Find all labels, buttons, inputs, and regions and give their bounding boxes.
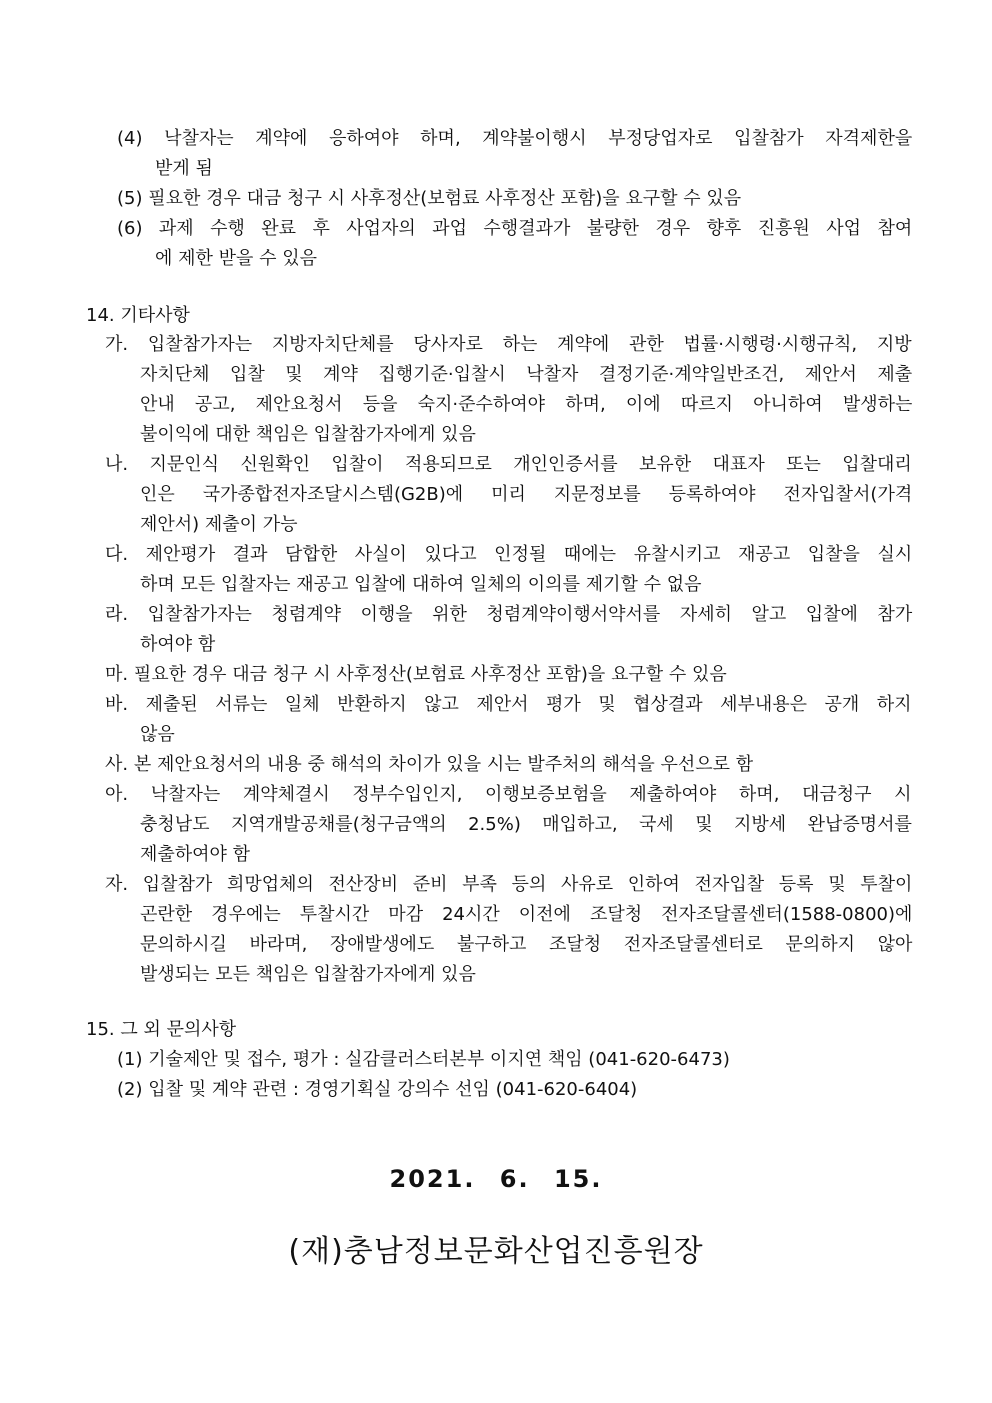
organization-signature: (재)충남정보문화산업진흥원장 [288,1234,704,1269]
sec13-item-2-line-1: (5) 필요한 경우 대금 청구 시 사후정산(보험료 사후정산 포함)을 요구할 수 있음 [117,188,742,209]
document-date: 2021. 6. 15. [389,1165,603,1193]
sec14-item-1-line-4: 불이익에 대한 책임은 입찰참가자에게 있음 [140,424,476,445]
sec13-item-1-line-2: 받게 됨 [155,158,213,179]
sec14-item-1-line-2: 자치단체 입찰 및 계약 집행기준·입찰시 낙찰자 결정기준·계약일반조건, 제안서 제출 [140,364,913,385]
sec14-item-1-line-3: 안내 공고, 제안요청서 등을 숙지·준수하여야 하며, 이에 따르지 아니하여 발생하는 [140,394,913,415]
sec14-item-1-line-1: 가. 입찰참가자는 지방자치단체를 당사자로 하는 계약에 관한 법률·시행령·시행규칙, 지방 [105,334,912,355]
sec14-item-9-line-1: 자. 입찰참가 희망업체의 전산장비 준비 부족 등의 사유로 인하여 전자입찰 등록 및 투찰이 [105,874,913,895]
sec14-item-2-line-2: 인은 국가종합전자조달시스템(G2B)에 미리 지문정보를 등록하여야 전자입찰서(가격 [140,484,913,505]
sec13-item-3-line-2: 에 제한 받을 수 있음 [155,248,317,269]
sec14-item-5-line-1: 마. 필요한 경우 대금 청구 시 사후정산(보험료 사후정산 포함)을 요구할 수 있음 [105,664,727,685]
sec14-item-6-line-2: 않음 [140,724,175,745]
sec14-item-8-line-1: 아. 낙찰자는 계약체결시 정부수입인지, 이행보증보험을 제출하여야 하며, 대금청구 시 [105,784,912,805]
sec14-item-3-line-2: 하며 모든 입찰자는 재공고 입찰에 대하여 일체의 이의를 제기할 수 없음 [140,574,702,595]
sec14-item-2-line-1: 나. 지문인식 신원확인 입찰이 적용되므로 개인인증서를 보유한 대표자 또는 입찰대리 [105,454,912,475]
sec14-item-9-line-3: 문의하시길 바라며, 장애발생에도 불구하고 조달청 전자조달콜센터로 문의하지 않아 [140,934,913,955]
sec13-item-3-line-1: (6) 과제 수행 완료 후 사업자의 과업 수행결과가 불량한 경우 향후 진흥원 사업 참여 [117,218,913,239]
sec14-item-2-line-3: 제안서) 제출이 가능 [140,514,298,535]
sec15-item-2-line-1: (2) 입찰 및 계약 관련 : 경영기획실 강의수 선임 (041-620-6404) [117,1079,638,1100]
section-15-title: 15. 그 외 문의사항 [86,1019,237,1040]
sec14-item-7-line-1: 사. 본 제안요청서의 내용 중 해석의 차이가 있을 시는 발주처의 해석을 우선으로 함 [105,754,754,775]
sec14-item-4-line-2: 하여야 함 [140,634,216,655]
sec14-item-8-line-2: 충청남도 지역개발공채를(청구금액의 2.5%) 매입하고, 국세 및 지방세 완납증명서를 [140,814,912,835]
sec14-item-4-line-1: 라. 입찰참가자는 청렴계약 이행을 위한 청렴계약이행서약서를 자세히 알고 입찰에 참가 [105,604,913,625]
sec14-item-6-line-1: 바. 제출된 서류는 일체 반환하지 않고 제안서 평가 및 협상결과 세부내용은 공개 하지 [105,694,912,715]
sec13-item-1-line-1: (4) 낙찰자는 계약에 응하여야 하며, 계약불이행시 부정당업자로 입찰참가 자격제한을 [117,128,913,149]
sec14-item-9-line-4: 발생되는 모든 책임은 입찰참가자에게 있음 [140,964,476,985]
sec15-item-1-line-1: (1) 기술제안 및 접수, 평가 : 실감클러스터본부 이지연 책임 (041-620-6473) [117,1049,730,1070]
section-14-title: 14. 기타사항 [86,305,190,326]
sec14-item-3-line-1: 다. 제안평가 결과 담합한 사실이 있다고 인정될 때에는 유찰시키고 재공고 입찰을 실시 [105,544,913,565]
sec14-item-8-line-3: 제출하여야 함 [140,844,251,865]
sec14-item-9-line-2: 곤란한 경우에는 투찰시간 마감 24시간 이전에 조달청 전자조달콜센터(1588-0800)에 [140,904,913,925]
